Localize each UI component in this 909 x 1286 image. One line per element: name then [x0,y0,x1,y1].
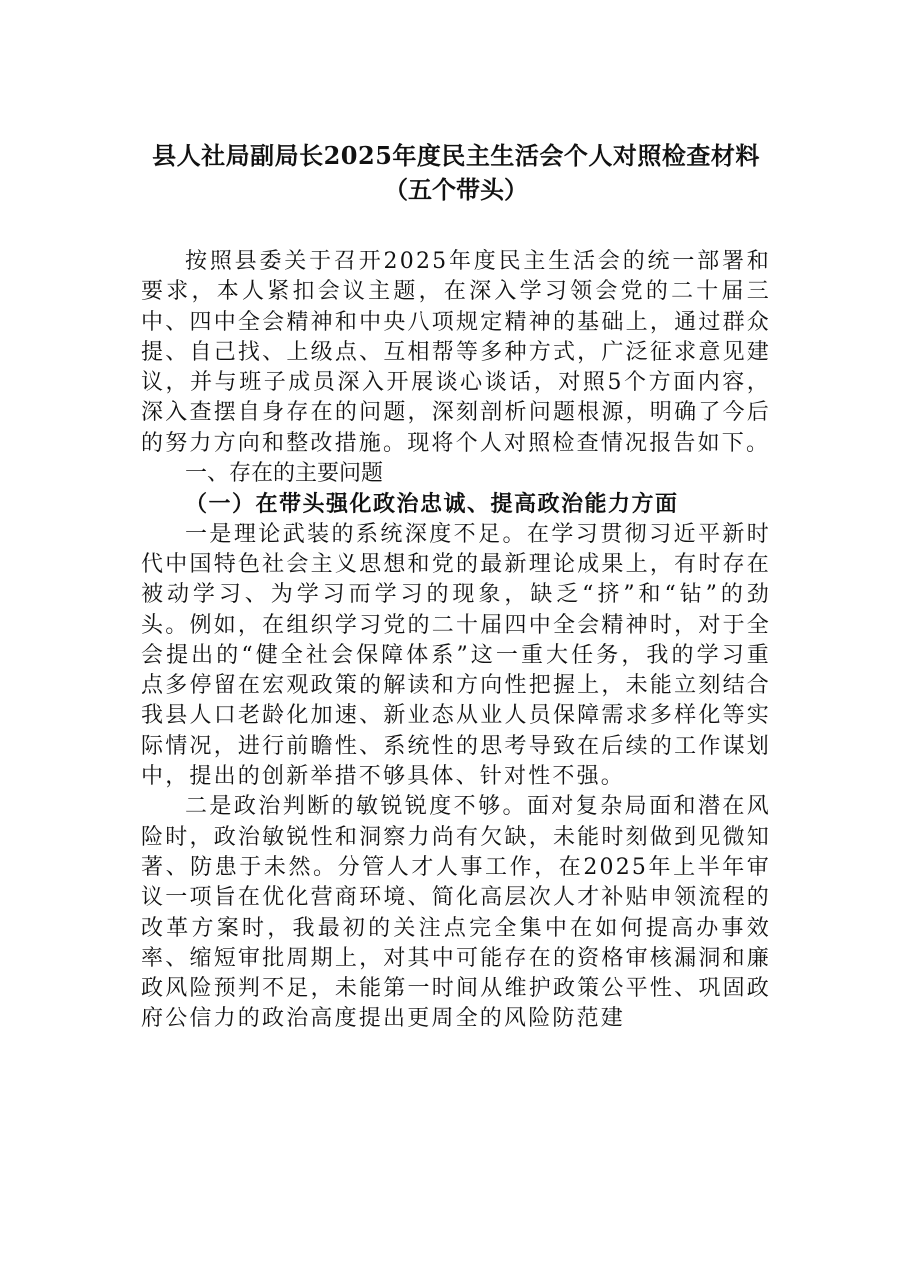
body-paragraph: 二是政治判断的敏锐锐度不够。面对复杂局面和潜在风险时，政治敏锐性和洞察力尚有欠缺，未能时刻做到见微知著、防患于未然。分管人才人事工作，在2025年上半年审议一项旨在优化营商环境、简化高层次人才补贴申领流程的改革方案时，我最初的关注点完全集中在如何提高办事效率、缩短审批周期上，对其中可能存在的资格审核漏洞和廉政风险预判不足，未能第一时间从维护政策公平性、巩固政府公信力的政治高度提出更周全的风险防范建 [141,794,771,1032]
body-paragraph: 一是理论武装的系统深度不足。在学习贯彻习近平新时代中国特色社会主义思想和党的最新理论成果上，有时存在被动学习、为学习而学习的现象，缺乏“挤”和“钻”的劲头。例如，在组织学习党的二十届四中全会精神时，对于全会提出的“健全社会保障体系”这一重大任务，我的学习重点多停留在宏观政策的解读和方向性把握上，未能立刻结合我县人口老龄化加速、新业态从业人员保障需求多样化等实际情况，进行前瞻性、系统性的思考导致在后续的工作谋划中，提出的创新举措不够具体、针对性不强。 [141,521,771,790]
document-page [141,140,771,1035]
intro-paragraph: 按照县委关于召开2025年度民主生活会的统一部署和要求，本人紧扣会议主题，在深入学习领会党的二十届三中、四中全会精神和中央八项规定精神的基础上，通过群众提、自己找、上级点、互相帮等多种方式，广泛征求意见建议，并与班子成员深入开展谈心谈话，对照5个方面内容，深入查摆自身存在的问题，深刻剖析问题根源，明确了今后的努力方向和整改措施。现将个人对照检查情况报告如下。 [141,249,771,456]
document-body [141,247,771,1035]
section-heading: 一、存在的主要问题 [185,461,384,487]
subsection-heading: （一）在带头强化政治忠诚、提高政治能力方面 [185,491,679,518]
document-subtitle: （五个带头） [384,175,528,204]
document-title: 县人社局副局长2025年度民主生活会个人对照检查材料 [152,141,760,170]
